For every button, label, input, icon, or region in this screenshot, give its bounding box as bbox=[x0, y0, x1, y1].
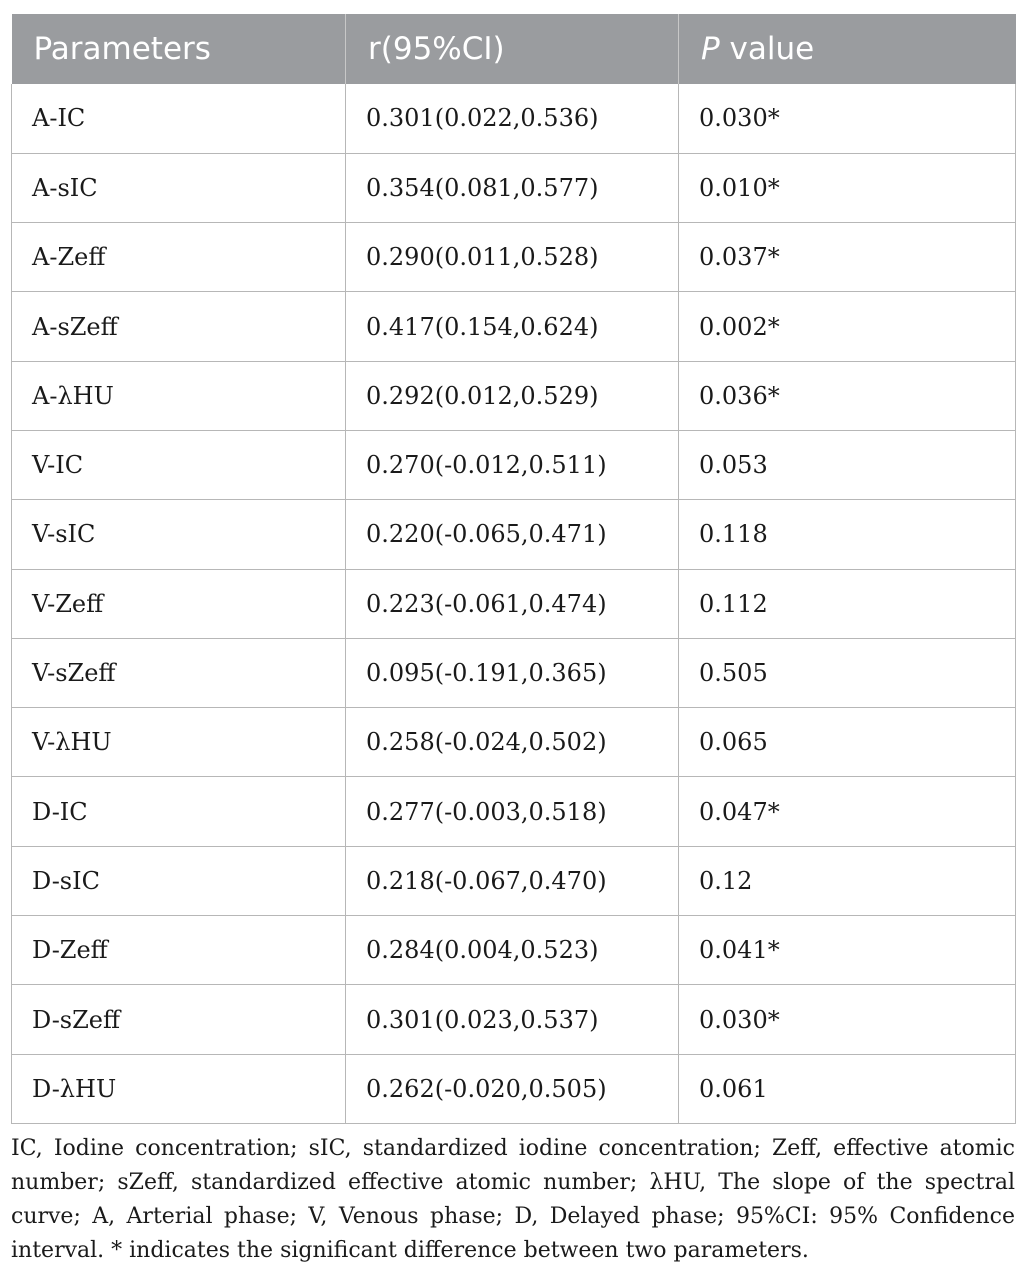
correlation-table-container bbox=[11, 14, 1015, 1124]
table-row bbox=[12, 292, 1016, 361]
cell-parameter: V-Zeff bbox=[12, 569, 346, 638]
cell-r-ci: 0.284(0.004,0.523) bbox=[346, 916, 679, 985]
cell-parameter: V-IC bbox=[12, 430, 346, 499]
table-row bbox=[12, 985, 1016, 1054]
cell-r-ci: 0.301(0.022,0.536) bbox=[346, 84, 679, 153]
cell-p-value: 0.065 bbox=[679, 708, 1016, 777]
cell-r-ci: 0.301(0.023,0.537) bbox=[346, 985, 679, 1054]
header-row bbox=[12, 14, 1016, 84]
cell-p-value: 0.010* bbox=[679, 153, 1016, 222]
cell-p-value: 0.036* bbox=[679, 361, 1016, 430]
cell-parameter: D-IC bbox=[12, 777, 346, 846]
cell-parameter: A-Zeff bbox=[12, 223, 346, 292]
header-p-rest: value bbox=[719, 31, 815, 67]
cell-p-value: 0.041* bbox=[679, 916, 1016, 985]
table-row bbox=[12, 638, 1016, 707]
cell-p-value: 0.12 bbox=[679, 846, 1016, 915]
header-r-ci: r(95%CI) bbox=[346, 14, 679, 84]
cell-r-ci: 0.277(-0.003,0.518) bbox=[346, 777, 679, 846]
cell-parameter: A-IC bbox=[12, 84, 346, 153]
cell-r-ci: 0.223(-0.061,0.474) bbox=[346, 569, 679, 638]
cell-parameter: V-sZeff bbox=[12, 638, 346, 707]
cell-r-ci: 0.290(0.011,0.528) bbox=[346, 223, 679, 292]
cell-parameter: D-Zeff bbox=[12, 916, 346, 985]
cell-r-ci: 0.258(-0.024,0.502) bbox=[346, 708, 679, 777]
cell-r-ci: 0.095(-0.191,0.365) bbox=[346, 638, 679, 707]
cell-r-ci: 0.220(-0.065,0.471) bbox=[346, 500, 679, 569]
header-parameters: Parameters bbox=[12, 14, 346, 84]
cell-parameter: A-sIC bbox=[12, 153, 346, 222]
table-row bbox=[12, 777, 1016, 846]
cell-p-value: 0.505 bbox=[679, 638, 1016, 707]
table-row bbox=[12, 1054, 1016, 1123]
cell-p-value: 0.047* bbox=[679, 777, 1016, 846]
cell-p-value: 0.112 bbox=[679, 569, 1016, 638]
cell-p-value: 0.118 bbox=[679, 500, 1016, 569]
correlation-table bbox=[11, 14, 1016, 1124]
header-p-letter: P bbox=[701, 31, 720, 67]
cell-p-value: 0.030* bbox=[679, 84, 1016, 153]
cell-r-ci: 0.270(-0.012,0.511) bbox=[346, 430, 679, 499]
table-footnote: IC, Iodine concentration; sIC, standardized iodine concentration; Zeff, effective atomic number; sZeff, standardized effective atomic number; λHU, The slope of the spectral curve; A, Arterial phase; V, Venous phase; D, Delayed phase; 95%CI: 95% Confidence interval. * indicates the significant difference between two parameters. bbox=[11, 1136, 1015, 1263]
cell-p-value: 0.037* bbox=[679, 223, 1016, 292]
table-row bbox=[12, 153, 1016, 222]
cell-parameter: A-λHU bbox=[12, 361, 346, 430]
table-row bbox=[12, 916, 1016, 985]
cell-parameter: V-sIC bbox=[12, 500, 346, 569]
cell-r-ci: 0.218(-0.067,0.470) bbox=[346, 846, 679, 915]
cell-p-value: 0.061 bbox=[679, 1054, 1016, 1123]
cell-parameter: D-sZeff bbox=[12, 985, 346, 1054]
table-row bbox=[12, 430, 1016, 499]
table-body bbox=[12, 84, 1016, 1123]
table-row bbox=[12, 569, 1016, 638]
table-row bbox=[12, 500, 1016, 569]
cell-r-ci: 0.262(-0.020,0.505) bbox=[346, 1054, 679, 1123]
cell-p-value: 0.053 bbox=[679, 430, 1016, 499]
cell-parameter: A-sZeff bbox=[12, 292, 346, 361]
cell-parameter: D-λHU bbox=[12, 1054, 346, 1123]
table-row bbox=[12, 846, 1016, 915]
cell-parameter: D-sIC bbox=[12, 846, 346, 915]
table-header bbox=[12, 14, 1016, 84]
table-row bbox=[12, 84, 1016, 153]
cell-parameter: V-λHU bbox=[12, 708, 346, 777]
cell-r-ci: 0.417(0.154,0.624) bbox=[346, 292, 679, 361]
cell-p-value: 0.030* bbox=[679, 985, 1016, 1054]
cell-r-ci: 0.292(0.012,0.529) bbox=[346, 361, 679, 430]
table-row bbox=[12, 708, 1016, 777]
header-p-value bbox=[679, 14, 1016, 84]
cell-p-value: 0.002* bbox=[679, 292, 1016, 361]
table-row bbox=[12, 223, 1016, 292]
table-row bbox=[12, 361, 1016, 430]
cell-r-ci: 0.354(0.081,0.577) bbox=[346, 153, 679, 222]
